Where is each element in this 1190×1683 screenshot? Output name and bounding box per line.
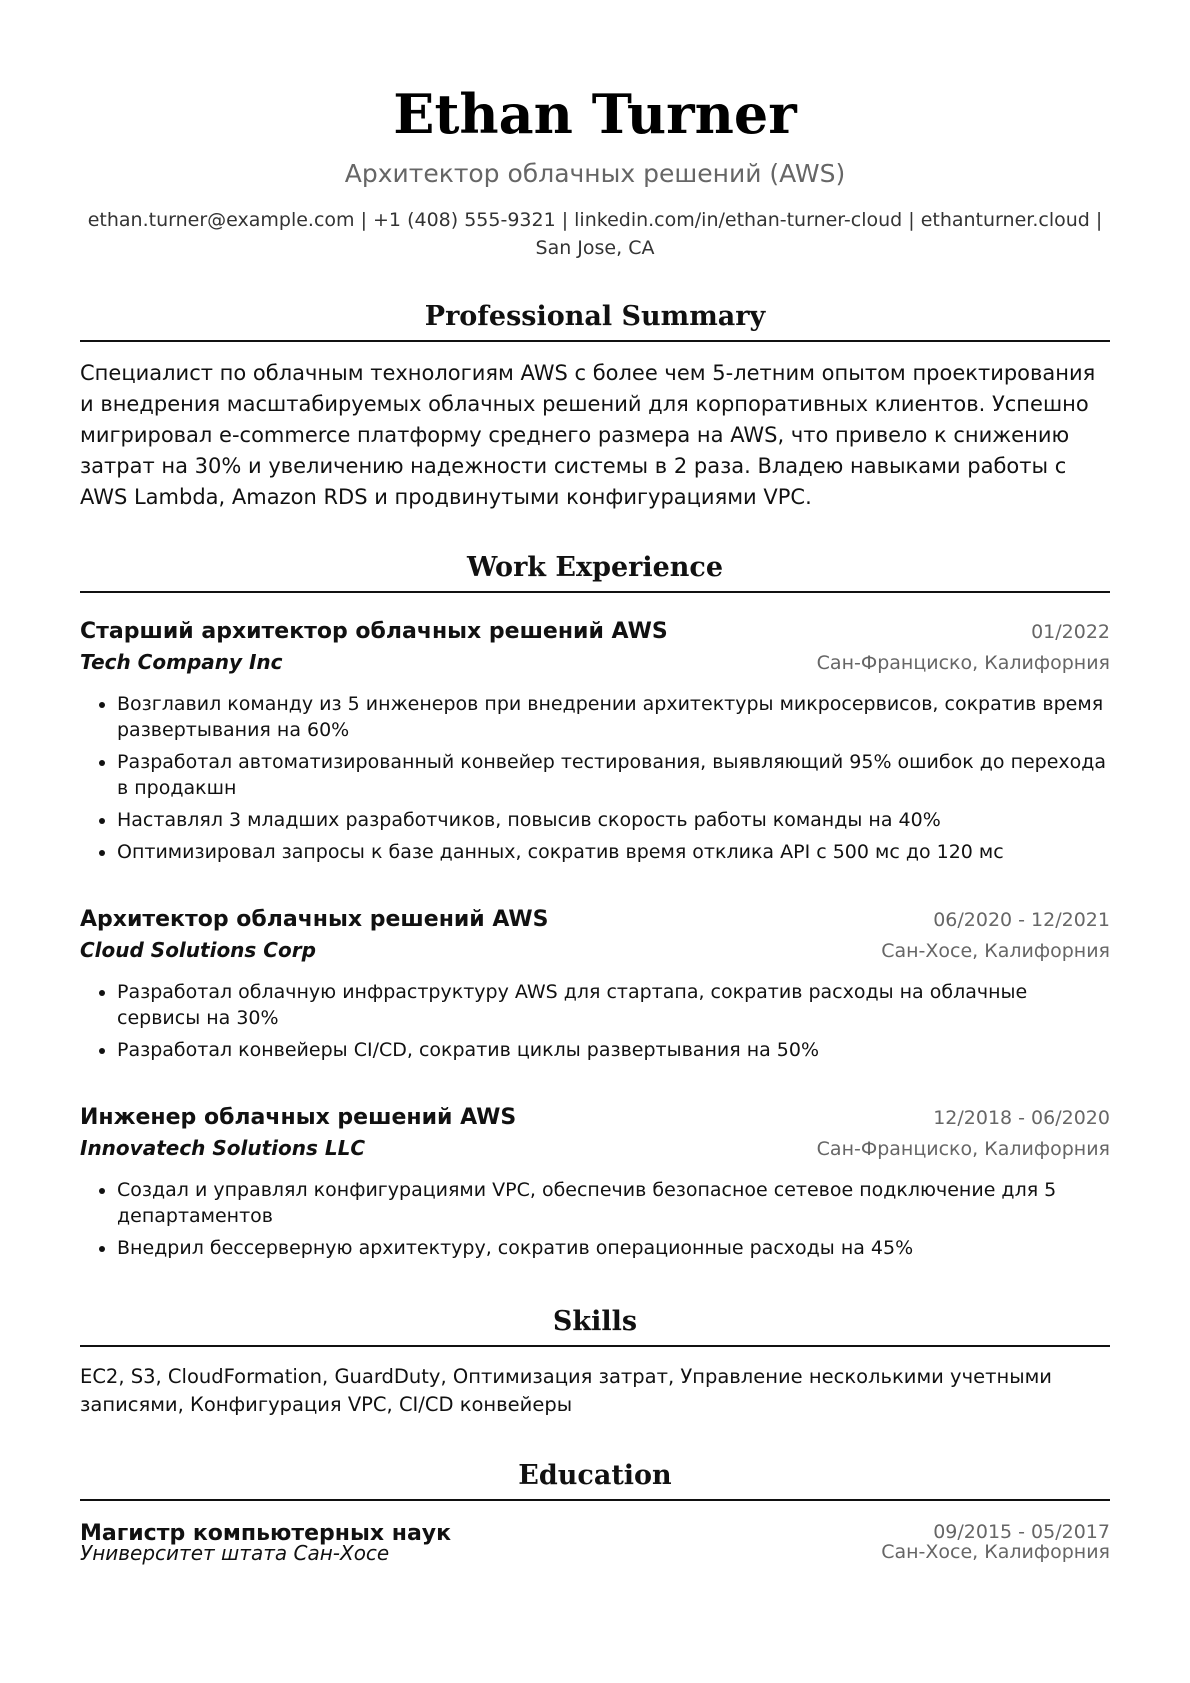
job-role: Старший архитектор облачных решений AWS: [80, 619, 668, 644]
resume-header: [80, 0, 1110, 262]
contact-line: ethan.turner@example.com | +1 (408) 555-9321 | linkedin.com/in/ethan-turner-cloud | ethanturner.cloud | San Jose, CA: [87, 209, 1103, 259]
job-bullets: [80, 979, 1110, 1063]
job-location: Сан-Франциско, Калифорния: [816, 652, 1110, 674]
education-date: 09/2015 - 05/2017: [933, 1521, 1110, 1543]
skills-text: EC2, S3, CloudFormation, GuardDuty, Оптимизация затрат, Управление несколькими учетными записями, Конфигурация VPC, CI/CD конвейеры: [80, 1365, 1052, 1416]
job-entry: [80, 905, 1110, 1063]
bullet-item: • Оптимизировал запросы к базе данных, сократив время отклика API с 500 мс до 120 мс: [117, 839, 1110, 865]
skills-section: [80, 1305, 1110, 1419]
job-date: 01/2022: [1031, 621, 1110, 643]
job-role: Инженер облачных решений AWS: [80, 1105, 517, 1130]
job-entry: [80, 617, 1110, 865]
job-date: 12/2018 - 06/2020: [933, 1107, 1110, 1129]
job-location: Сан-Франциско, Калифорния: [816, 1138, 1110, 1160]
job-company: Innovatech Solutions LLC: [80, 1136, 366, 1160]
job-bullets: [80, 691, 1110, 865]
job-company: Tech Company Inc: [80, 650, 283, 674]
education-section: [80, 1459, 1110, 1567]
experience-section: [80, 551, 1110, 1261]
bullet-item: • Внедрил бессерверную архитектуру, сократив операционные расходы на 45%: [117, 1235, 1110, 1261]
bullet-item: • Наставлял 3 младших разработчиков, повысив скорость работы команды на 40%: [117, 807, 1110, 833]
job-company: Cloud Solutions Corp: [80, 938, 316, 962]
job-bullets: [80, 1177, 1110, 1261]
education-degree: Магистр компьютерных наук: [80, 1521, 452, 1546]
education-entry: [80, 1519, 1110, 1567]
section-heading-summary: Professional Summary: [80, 300, 1110, 342]
job-date: 06/2020 - 12/2021: [933, 909, 1110, 931]
section-heading-experience: Work Experience: [80, 551, 1110, 593]
job-entry: [80, 1103, 1110, 1261]
bullet-item: • Возглавил команду из 5 инженеров при внедрении архитектуры микросервисов, сократив время развертывания на 60%: [117, 691, 1110, 743]
bullet-item: • Разработал конвейеры CI/CD, сократив циклы развертывания на 50%: [117, 1037, 1110, 1063]
job-title: Архитектор облачных решений (AWS): [344, 159, 846, 188]
candidate-name: Ethan Turner: [393, 82, 797, 146]
job-location: Сан-Хосе, Калифорния: [881, 940, 1110, 962]
section-heading-skills: Skills: [80, 1305, 1110, 1347]
bullet-item: • Разработал облачную инфраструктуру AWS для стартапа, сократив расходы на облачные сервисы на 30%: [117, 979, 1110, 1031]
bullet-item: • Разработал автоматизированный конвейер тестирования, выявляющий 95% ошибок до перехода в продакшн: [117, 749, 1110, 801]
job-role: Архитектор облачных решений AWS: [80, 907, 549, 932]
education-school: Университет штата Сан-Хосе: [80, 1541, 390, 1565]
bullet-item: • Создал и управлял конфигурациями VPC, обеспечив безопасное сетевое подключение для 5 департаментов: [117, 1177, 1110, 1229]
summary-section: [80, 300, 1110, 513]
education-location: Сан-Хосе, Калифорния: [881, 1541, 1110, 1563]
section-heading-education: Education: [80, 1459, 1110, 1501]
summary-text: Специалист по облачным технологиям AWS с более чем 5-летним опытом проектирования и внедрения масштабируемых облачных решений для корпоративных клиентов. Успешно мигрировал e-commerce платформу среднего размера на AWS, что привело к снижению затрат на 30% и увеличению надежности системы в 2 раза. Владею навыками работы с AWS Lambda, Amazon RDS и продвинутыми конфигурациями VPC.: [80, 361, 1096, 509]
